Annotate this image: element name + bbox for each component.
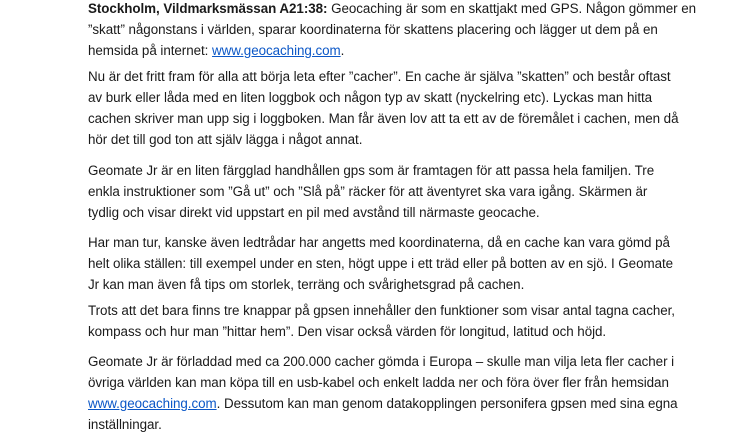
caches-line-3: cachen skriver man upp sig i loggboken. Man får även lov att ta ett av de föremålet i cachen, men då — [88, 111, 679, 126]
paragraph-intro — [88, 0, 697, 61]
preloaded-line-2: övriga världen kan man köpa till en usb-kabel och enkelt ladda ner och föra över fler från hemsidan — [88, 375, 669, 390]
paragraph-functions — [88, 300, 688, 342]
intro-line-2: ”skatt” någonstans i världen, sparar koordinaterna för skattens placering och lägger ut dem på en — [88, 22, 658, 37]
geomate-line-2: enkla instruktioner som ”Gå ut” och ”Slå på” räcker för att äventyret ska vara igång. Skärmen är — [88, 184, 648, 199]
hints-line-2: helt olika ställen: till exempel under en sten, högt uppe i ett träd eller på botten av en sjö. I Geomate — [88, 256, 674, 271]
paragraph-preloaded — [88, 351, 688, 435]
preloaded-line-1: Geomate Jr är förladdad med ca 200.000 cacher gömda i Europa – skulle man vilja leta fler cacher i — [88, 354, 675, 369]
preloaded-line-4: inställningar. — [88, 417, 162, 432]
intro-line-3-suffix: . — [340, 43, 345, 58]
preloaded-line-3 — [88, 393, 688, 414]
paragraph-hints — [88, 232, 688, 295]
caches-line-4: hör det till god ton att själv lägga i något annat. — [88, 132, 363, 147]
functions-line-2: kompass och hur man ”hittar hem”. Den visar också värden för longitud, latitud och höjd. — [88, 324, 607, 339]
hints-line-1: Har man tur, kanske även ledtrådar har angetts med koordinaterna, då en cache kan vara gömd på — [88, 235, 670, 250]
geocaching-link-2[interactable]: www.geocaching.com — [88, 396, 217, 411]
intro-line-1 — [88, 0, 697, 19]
dateline: Stockholm, Vildmarksmässan A21:38: — [88, 1, 328, 16]
hints-line-3: Jr kan man även få tips om storlek, terräng och svårighetsgrad på cachen. — [88, 277, 525, 292]
paragraph-geomate — [88, 160, 688, 223]
intro-line-3-prefix: hemsida på internet: — [88, 43, 213, 58]
geomate-line-3: tydlig och visar direkt vid uppstart en pil med avstånd till närmaste geocache. — [88, 205, 540, 220]
caches-line-1: Nu är det fritt fram för alla att börja leta efter ”cacher”. En cache är själva ”skatten” och består oftast — [88, 69, 671, 84]
geomate-line-1: Geomate Jr är en liten färgglad handhållen gps som är framtagen för att passa hela familjen. Tre — [88, 163, 655, 178]
paragraph-caches — [88, 66, 688, 150]
intro-line-1-text: Geocaching är som en skattjakt med GPS. Någon gömmer en — [327, 1, 697, 16]
geocaching-link[interactable]: www.geocaching.com — [212, 43, 341, 58]
caches-line-2: av burk eller låda med en liten loggbok och någon typ av skatt (nyckelring etc). Lyckas man hitta — [88, 90, 653, 105]
intro-line-3 — [88, 40, 688, 61]
functions-line-1: Trots att det bara finns tre knappar på gpsen innehåller den funktioner som visar antal tagna cacher, — [88, 303, 675, 318]
preloaded-line-3-suffix: . Dessutom kan man genom datakopplingen personifera gpsen med sina egna — [216, 396, 678, 411]
